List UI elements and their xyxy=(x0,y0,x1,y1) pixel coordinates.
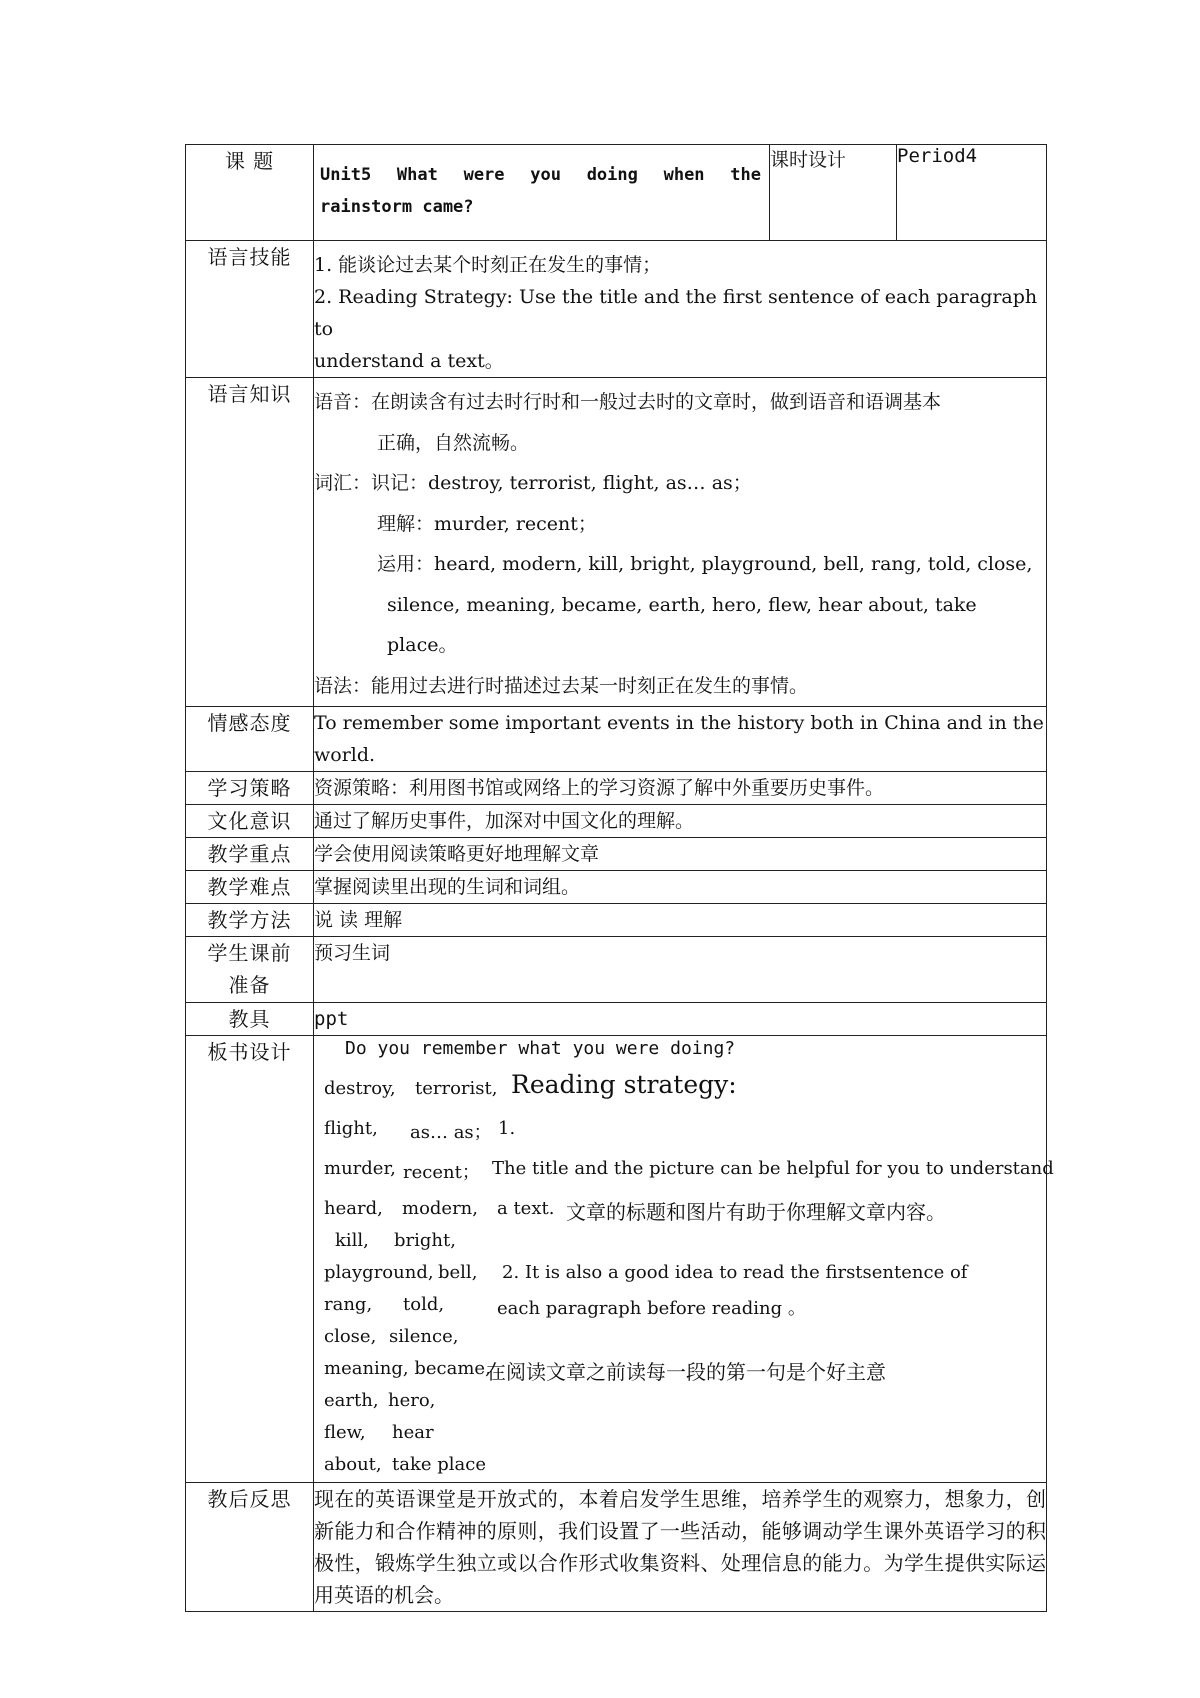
board-word: about, xyxy=(324,1454,382,1475)
point2-text-2: each paragraph before reading 。 xyxy=(497,1298,806,1319)
point1-number: 1. xyxy=(498,1118,516,1139)
board-row xyxy=(186,1036,1047,1483)
board-word: told, xyxy=(403,1294,445,1315)
board-label: 板书设计 xyxy=(186,1036,314,1483)
skills-content: 1. 能谈论过去某个时刻正在发生的事情； 2. Reading Strategy: Use the title and the first sentence of each paragraph to understand a text。 xyxy=(314,241,1047,378)
board-word: close, xyxy=(324,1326,377,1347)
board-word: kill, xyxy=(335,1230,369,1251)
board-word: as… as； xyxy=(410,1122,492,1143)
culture-row xyxy=(186,805,1047,838)
board-word: hero, xyxy=(388,1390,436,1411)
prep-label: 学生课前 准备 xyxy=(186,937,314,1003)
knowledge-label: 语言知识 xyxy=(186,378,314,707)
tools-row xyxy=(186,1003,1047,1036)
period-value: Period4 xyxy=(897,145,1047,241)
reflection-text: 现在的英语课堂是开放式的，本着启发学生思维，培养学生的观察力，想象力，创新能力和合作精神的原则，我们设置了一些活动，能够调动学生课外英语学习的积极性，锻炼学生独立或以合作形式收集资料、处理信息的能力。为学生提供实际运用英语的机会。 xyxy=(314,1483,1047,1612)
strategy-label: 学习策略 xyxy=(186,772,314,805)
board-word: earth, xyxy=(324,1390,379,1411)
board-word: murder, xyxy=(324,1158,396,1179)
board-word: modern, xyxy=(402,1198,478,1219)
lesson-title-line1: Unit5 What were you doing when the xyxy=(320,165,761,185)
board-word: recent； xyxy=(403,1162,480,1183)
tools-value: ppt xyxy=(314,1003,1047,1036)
knowledge-content: 语音：在朗读含有过去时行时和一般过去时的文章时，做到语音和语调基本 正确，自然流畅。 词汇：识记：destroy, terrorist, flight, as… as； 理解：murder, recent； 运用：heard, modern, kill, bright, playground, bell, rang, told, close, silence, meaning, became, earth, hero, flew, hear about, take place。 语法：能用过去进行时描述过去某一时刻正在发生的事情。 xyxy=(314,378,1047,707)
lesson-title xyxy=(314,145,769,223)
attitude-row xyxy=(186,707,1047,772)
attitude-value: To remember some important events in the history both in China and in the world. xyxy=(314,707,1047,772)
skills-row xyxy=(186,241,1047,378)
skills-label: 语言技能 xyxy=(186,241,314,378)
key-points-label: 教学重点 xyxy=(186,838,314,871)
board-word: heard, xyxy=(324,1198,383,1219)
reflection-row xyxy=(186,1483,1047,1612)
board-word: bright, xyxy=(394,1230,456,1251)
method-value: 说 读 理解 xyxy=(314,904,1047,937)
method-label: 教学方法 xyxy=(186,904,314,937)
lesson-plan-table xyxy=(185,144,1054,1612)
attitude-label: 情感态度 xyxy=(186,707,314,772)
difficulty-label: 教学难点 xyxy=(186,871,314,904)
key-points-value: 学会使用阅读策略更好地理解文章 xyxy=(314,838,1047,871)
key-points-row xyxy=(186,838,1047,871)
point1-translation: 文章的标题和图片有助于你理解文章内容。 xyxy=(566,1200,946,1224)
board-word: take place xyxy=(392,1454,486,1475)
lesson-title-line2: rainstorm came? xyxy=(320,197,474,217)
board-word: playground, xyxy=(324,1262,434,1283)
board-heading: Do you remember what you were doing? xyxy=(345,1038,736,1059)
tools-label: 教具 xyxy=(186,1003,314,1036)
point2-text: 2. It is also a good idea to read the firstsentence of xyxy=(502,1262,968,1283)
prep-row xyxy=(186,937,1047,1003)
board-word: flew, xyxy=(324,1422,366,1443)
difficulty-value: 掌握阅读里出现的生词和词组。 xyxy=(314,871,1047,904)
reflection-label: 教后反思 xyxy=(186,1483,314,1612)
board-word: terrorist, xyxy=(415,1078,498,1099)
header-row xyxy=(186,145,1047,241)
board-word: destroy, xyxy=(324,1078,396,1099)
prep-value: 预习生词 xyxy=(314,937,1047,1003)
point2-translation: 在阅读文章之前读每一段的第一句是个好主意 xyxy=(486,1360,886,1384)
board-word: meaning, became, xyxy=(324,1358,491,1379)
board-word: flight, xyxy=(324,1118,378,1139)
point1-text: The title and the picture can be helpful for you to understand xyxy=(492,1158,1054,1179)
board-content xyxy=(314,1036,1054,1483)
strategy-value: 资源策略：利用图书馆或网络上的学习资源了解中外重要历史事件。 xyxy=(314,772,1047,805)
point1-text-2: a text. xyxy=(497,1198,555,1219)
lesson-title-cell xyxy=(314,145,770,241)
culture-label: 文化意识 xyxy=(186,805,314,838)
board-word: bell, xyxy=(438,1262,478,1283)
period-label: 课时设计 xyxy=(770,145,897,241)
method-row xyxy=(186,904,1047,937)
difficulty-row xyxy=(186,871,1047,904)
topic-label: 课 题 xyxy=(186,145,314,241)
board-word: hear xyxy=(392,1422,434,1443)
knowledge-row xyxy=(186,378,1047,707)
board-word: silence, xyxy=(389,1326,459,1347)
board-word: rang, xyxy=(324,1294,373,1315)
strategy-row xyxy=(186,772,1047,805)
culture-value: 通过了解历史事件，加深对中国文化的理解。 xyxy=(314,805,1047,838)
strategy-title: Reading strategy: xyxy=(511,1070,737,1099)
